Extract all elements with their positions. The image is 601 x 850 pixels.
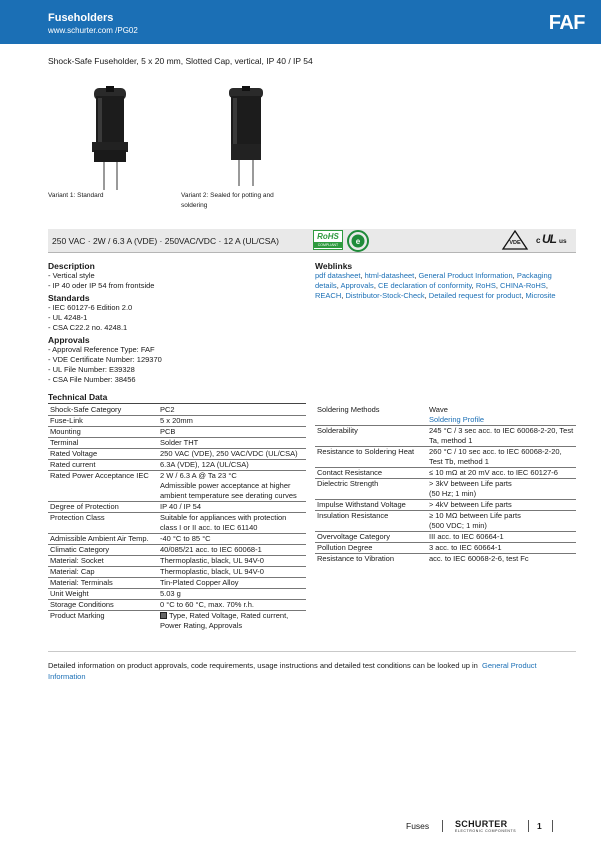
spec-key: Resistance to Soldering Heat — [315, 447, 427, 468]
table-row — [315, 405, 576, 426]
spec-key: Solderability — [315, 426, 427, 447]
spec-key: Resistance to Vibration — [317, 554, 394, 563]
spec-value: 0 °C to 60 °C, max. 70% r.h. — [158, 600, 306, 611]
weblink-china-rohs[interactable]: CHINA-RoHS — [500, 281, 546, 290]
approvals-item: - VDE Certificate Number: 129370 — [48, 355, 162, 364]
spec-value: acc. to IEC 60068-2-6, test Fc — [429, 554, 529, 563]
technical-data-table-left — [48, 405, 306, 631]
table-row — [48, 545, 306, 556]
spec-value: 250 VAC (VDE), 250 VAC/VDC (UL/CSA) — [158, 449, 306, 460]
spec-value: 5 x 20mm — [158, 416, 306, 427]
spec-value: IP 40 / IP 54 — [158, 502, 306, 513]
rating-bar — [48, 229, 576, 253]
schurter-logo — [455, 819, 516, 833]
weblink-html-datasheet[interactable]: html-datasheet — [364, 271, 415, 280]
spec-key: Soldering Methods — [315, 405, 427, 426]
spec-value-note: (50 Hz; 1 min) — [429, 489, 477, 498]
approvals-item: - CSA File Number: 38456 — [48, 375, 136, 384]
table-row — [48, 567, 306, 578]
weblink-distributor-stock-check[interactable]: Distributor-Stock-Check — [345, 291, 425, 300]
spec-key: Shock-Safe Category — [48, 405, 158, 416]
rating-summary: 250 VAC · 2W / 6.3 A (VDE) · 250VAC/VDC · 12 A (UL/CSA) — [52, 236, 279, 246]
weblink-microsite[interactable]: Microsite — [525, 291, 556, 300]
standards-item: - IEC 60127-6 Edition 2.0 — [48, 303, 133, 312]
spec-value: Suitable for appliances with protection class I or II acc. to IEC 61140 — [158, 513, 306, 534]
spec-key: Pollution Degree — [315, 543, 427, 554]
footnote — [48, 661, 568, 682]
spec-key: Mounting — [48, 427, 158, 438]
rohs-logo[interactable] — [313, 230, 343, 250]
approvals-item: - UL File Number: E39328 — [48, 365, 135, 374]
spec-value: > 3kV between Life parts — [429, 479, 512, 488]
table-row — [48, 460, 306, 471]
product-code: FAF — [548, 12, 585, 34]
spec-key: Dielectric Strength — [315, 479, 427, 500]
table-row — [48, 600, 306, 611]
spec-key: Product Marking — [50, 611, 105, 620]
footnote-link[interactable]: General Product Information — [48, 661, 537, 681]
spec-key: Degree of Protection — [48, 502, 158, 513]
spec-value: Wave — [429, 405, 448, 414]
spec-value: -40 °C to 85 °C — [158, 534, 306, 545]
culus-us: us — [559, 238, 567, 245]
table-row — [48, 416, 306, 427]
culus-logo[interactable] — [536, 231, 570, 249]
vde-logo[interactable] — [501, 230, 529, 250]
spec-value: 245 °C / 3 sec acc. to IEC 60068-2-20, Test Ta, method 1 — [427, 426, 576, 447]
table-row — [315, 554, 576, 565]
rohs-logo-text: RoHS — [317, 232, 339, 241]
approvals-item: - Approval Reference Type: FAF — [48, 345, 155, 354]
standards-heading: Standards — [48, 293, 90, 303]
table-row — [48, 471, 306, 502]
table-row — [48, 405, 306, 416]
culus-c: c — [536, 236, 541, 245]
spec-key: Unit Weight — [48, 589, 158, 600]
weblinks-heading: Weblinks — [315, 261, 353, 271]
category-url[interactable]: www.schurter.com /PG02 — [48, 26, 138, 35]
spec-value: PC2 — [158, 405, 306, 416]
weblink-rohs[interactable]: RoHS — [475, 281, 496, 290]
china-rohs-icon[interactable] — [347, 230, 369, 252]
spec-key: Material: Socket — [48, 556, 158, 567]
table-row — [48, 589, 306, 600]
spec-key: Rated Voltage — [48, 449, 158, 460]
schurter-logo-text: SCHURTER — [455, 819, 508, 829]
table-row — [48, 438, 306, 449]
table-row — [315, 426, 576, 447]
table-row — [48, 556, 306, 567]
standards-item: - CSA C22.2 no. 4248.1 — [48, 323, 128, 332]
culus-ul: UL — [542, 232, 556, 246]
page-header — [0, 0, 601, 44]
table-row — [48, 611, 306, 632]
table-row — [48, 502, 306, 513]
soldering-profile-link[interactable]: Soldering Profile — [429, 415, 485, 424]
divider — [48, 651, 576, 652]
marking-symbol-icon — [160, 612, 167, 619]
table-row — [315, 511, 576, 532]
table-row — [315, 468, 576, 479]
spec-value: Thermoplastic, black, UL 94V-0 — [158, 556, 306, 567]
spec-value: 40/085/21 acc. to IEC 60068-1 — [158, 545, 306, 556]
spec-key: Climatic Category — [48, 545, 158, 556]
weblink-approvals[interactable]: Approvals — [340, 281, 374, 290]
footer-separator — [552, 820, 553, 832]
spec-key: Rated Power Acceptance IEC — [48, 471, 158, 502]
description-heading: Description — [48, 261, 95, 271]
product-image-variant-1 — [86, 84, 134, 194]
table-row — [315, 500, 576, 511]
spec-key: Fuse-Link — [48, 416, 158, 427]
spec-value: 2 W / 6.3 A @ Ta 23 °C — [160, 471, 237, 480]
spec-value: III acc. to IEC 60664-1 — [427, 532, 576, 543]
spec-value: ≤ 10 mΩ at 20 mV acc. to IEC 60127-6 — [427, 468, 576, 479]
table-row — [48, 449, 306, 460]
weblinks-list: pdf datasheet, html-datasheet, General Product Information, Packaging details, Approvals, CE declaration of conformity, RoHS, CHINA-RoHS, REACH, Distributor-Stock-Check, Detailed request for product, Microsite — [315, 271, 556, 300]
description-item: - IP 40 oder IP 54 from frontside — [48, 281, 155, 290]
spec-value: 6.3A (VDE), 12A (UL/CSA) — [158, 460, 306, 471]
standards-item: - UL 4248-1 — [48, 313, 88, 322]
technical-data-table-right — [315, 405, 576, 564]
spec-key: Terminal — [48, 438, 158, 449]
spec-key: Admissible Ambient Air Temp. — [48, 534, 158, 545]
schurter-logo-tagline: ELECTRONIC COMPONENTS — [455, 829, 517, 833]
spec-key: Rated current — [48, 460, 158, 471]
spec-key: Material: Cap — [48, 567, 158, 578]
spec-value: Thermoplastic, black, UL 94V-0 — [158, 567, 306, 578]
spec-key: Storage Conditions — [48, 600, 158, 611]
spec-value-note: Admissible power acceptance at higher ambient temperature see derating curves — [160, 481, 297, 500]
table-row — [315, 447, 576, 468]
category-title: Fuseholders — [48, 12, 114, 24]
weblink-ce-declaration[interactable]: CE declaration of conformity — [377, 281, 472, 290]
svg-text:e: e — [355, 237, 361, 246]
weblink-packaging-details[interactable]: Packaging details — [315, 271, 552, 290]
weblink-general-product-information[interactable]: General Product Information — [418, 271, 513, 280]
table-row — [315, 479, 576, 500]
footnote-text: Detailed information on product approvals, code requirements, usage instructions and detailed test conditions can be looked up in — [48, 661, 478, 670]
spec-key: Impulse Withstand Voltage — [315, 500, 427, 511]
variant-1-caption: Variant 1: Standard — [48, 192, 104, 199]
footer-section: Fuses — [406, 821, 430, 831]
table-row — [48, 513, 306, 534]
vde-logo-text: VDE — [509, 240, 521, 246]
spec-value: Solder THT — [158, 438, 306, 449]
spec-value: Type, Rated Voltage, Rated current, Power Rating, Approvals — [160, 611, 289, 630]
weblink-detailed-request[interactable]: Detailed request for product — [428, 291, 522, 300]
spec-key: Protection Class — [48, 513, 158, 534]
spec-value: 5.03 g — [158, 589, 306, 600]
spec-value: PCB — [158, 427, 306, 438]
weblink-reach[interactable]: REACH — [315, 291, 342, 300]
table-row — [315, 543, 576, 554]
page-number: 1 — [537, 821, 542, 831]
table-row — [315, 532, 576, 543]
spec-key: Insulation Resistance — [315, 511, 427, 532]
variant-2-caption: Variant 2: Sealed for potting and soldering — [181, 192, 274, 209]
approvals-heading: Approvals — [48, 335, 90, 345]
product-image-variant-2 — [222, 84, 270, 194]
product-subtitle: Shock-Safe Fuseholder, 5 x 20 mm, Slotted Cap, vertical, IP 40 / IP 54 — [48, 56, 313, 66]
spec-key: Contact Resistance — [315, 468, 427, 479]
table-row — [48, 578, 306, 589]
spec-value: 3 acc. to IEC 60664-1 — [427, 543, 576, 554]
spec-value: ≥ 10 MΩ between Life parts — [429, 511, 521, 520]
footer-separator — [442, 820, 443, 832]
weblink-pdf-datasheet[interactable]: pdf datasheet — [315, 271, 361, 280]
table-row — [48, 427, 306, 438]
spec-key: Material: Terminals — [48, 578, 158, 589]
technical-data-heading: Technical Data — [48, 392, 306, 404]
spec-key: Overvoltage Category — [315, 532, 427, 543]
description-item: - Vertical style — [48, 271, 95, 280]
table-row — [48, 534, 306, 545]
spec-value-note: (500 VDC; 1 min) — [429, 521, 487, 530]
spec-value: 260 °C / 10 sec acc. to IEC 60068-2-20, Test Tb, method 1 — [427, 447, 576, 468]
footer-separator — [528, 820, 529, 832]
spec-value: > 4kV between Life parts — [427, 500, 576, 511]
rohs-logo-subtext: COMPLIANT — [314, 242, 342, 248]
spec-value: Tin-Plated Copper Alloy — [158, 578, 306, 589]
